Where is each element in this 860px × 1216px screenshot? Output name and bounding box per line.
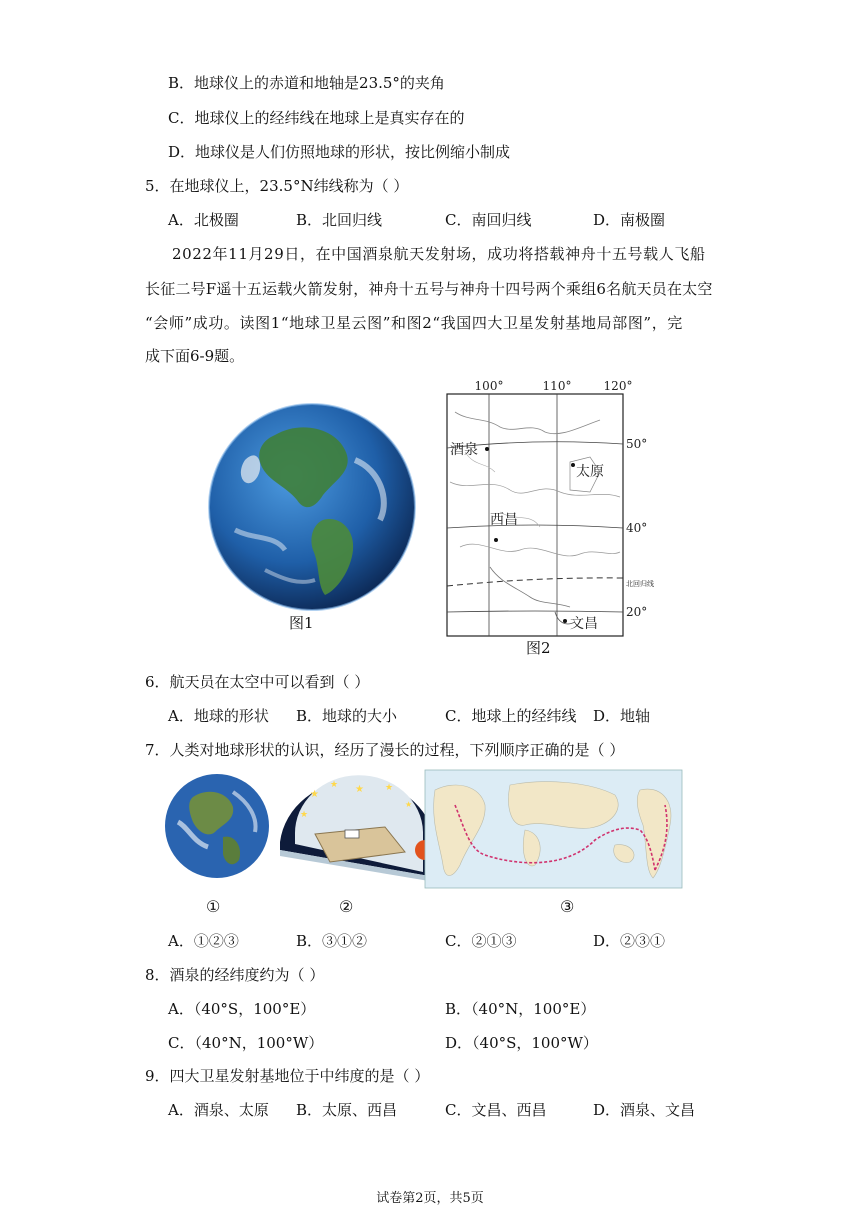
lat-label-20: 20° (626, 605, 648, 619)
q7-image-label-3: ③ (560, 897, 575, 916)
launch-base-map (440, 372, 654, 640)
q5-option-a: A．北极圈 (168, 211, 239, 229)
svg-text:★: ★ (405, 800, 413, 809)
passage-line-2: 长征二号F遥十五运载火箭发射，神舟十五号与神舟十四号两个乘组6名航天员在太空 (145, 280, 713, 298)
passage-line-3: “会师”成功。读图1“地球卫星云图”和图2“我国四大卫星发射基地局部图”，完 (145, 314, 683, 332)
passage-line-1: 2022年11月29日，在中国酒泉航天发射场，成功将搭载神舟十五号载人飞船 (172, 245, 706, 263)
page-footer: 试卷第2页，共5页 (376, 1191, 484, 1206)
city-xichang: 西昌 (490, 512, 518, 528)
svg-text:★: ★ (385, 783, 394, 793)
q9-option-c: C．文昌、西昌 (445, 1101, 547, 1119)
q4-option-b: B．地球仪上的赤道和地轴是23.5°的夹角 (168, 74, 445, 92)
lat-label-50: 50° (626, 437, 648, 451)
svg-text:★: ★ (300, 810, 309, 820)
q9-option-a: A．酒泉、太原 (168, 1101, 269, 1119)
q6-stem: 6．航天员在太空中可以看到（ ） (145, 673, 370, 691)
passage-line-4: 成下面6-9题。 (145, 347, 245, 365)
city-wenchang: 文昌 (570, 616, 598, 632)
q7-image-label-1: ① (206, 897, 221, 916)
q6-option-b: B．地球的大小 (296, 707, 398, 725)
earth-globe-image (205, 400, 420, 615)
lon-label-120: 120° (603, 379, 633, 393)
earth-photo-image (163, 772, 271, 880)
figure-2-caption: 图2 (526, 639, 551, 657)
figure-1-caption: 图1 (289, 614, 314, 632)
q8-option-d: D．（40°S，100°W） (445, 1034, 598, 1052)
q4-option-d: D．地球仪是人们仿照地球的形状，按比例缩小制成 (168, 143, 511, 161)
q7-option-c: C．②①③ (445, 932, 517, 950)
q4-option-c: C．地球仪上的经纬线在地球上是真实存在的 (168, 109, 465, 127)
q7-image-label-2: ② (339, 897, 354, 916)
lat-label-40: 40° (626, 521, 648, 535)
svg-text:★: ★ (310, 789, 319, 800)
ancient-dome-image (275, 772, 437, 884)
q8-option-c: C．（40°N，100°W） (168, 1034, 324, 1052)
q8-stem: 8．酒泉的经纬度约为（ ） (145, 966, 325, 984)
q6-option-c: C．地球上的经纬线 (445, 707, 577, 725)
q6-option-a: A．地球的形状 (168, 707, 269, 725)
magellan-route-map-image (425, 770, 682, 888)
q8-option-b: B．（40°N，100°E） (445, 1000, 596, 1018)
svg-text:★: ★ (330, 780, 339, 790)
q5-option-b: B．北回归线 (296, 211, 383, 229)
tropic-label: 北回归线 (626, 580, 654, 588)
q6-option-d: D．地轴 (593, 707, 651, 725)
q7-option-a: A．①②③ (168, 932, 239, 950)
city-taiyuan: 太原 (576, 464, 604, 480)
q7-stem: 7．人类对地球形状的认识，经历了漫长的过程，下列顺序正确的是（ ） (145, 741, 625, 759)
q7-option-d: D．②③① (593, 932, 666, 950)
q9-option-d: D．酒泉、文昌 (593, 1101, 696, 1119)
q7-option-b: B．③①② (296, 932, 368, 950)
q5-stem: 5．在地球仪上，23.5°N纬线称为（ ） (145, 177, 409, 195)
lon-label-110: 110° (542, 379, 572, 393)
lon-label-100: 100° (474, 379, 504, 393)
q9-stem: 9．四大卫星发射基地位于中纬度的是（ ） (145, 1067, 430, 1085)
svg-text:★: ★ (355, 784, 364, 795)
q5-option-d: D．南极圈 (593, 211, 666, 229)
q5-option-c: C．南回归线 (445, 211, 532, 229)
q8-option-a: A．（40°S，100°E） (168, 1000, 316, 1018)
city-jiuquan: 酒泉 (450, 442, 478, 458)
q9-option-b: B．太原、西昌 (296, 1101, 398, 1119)
